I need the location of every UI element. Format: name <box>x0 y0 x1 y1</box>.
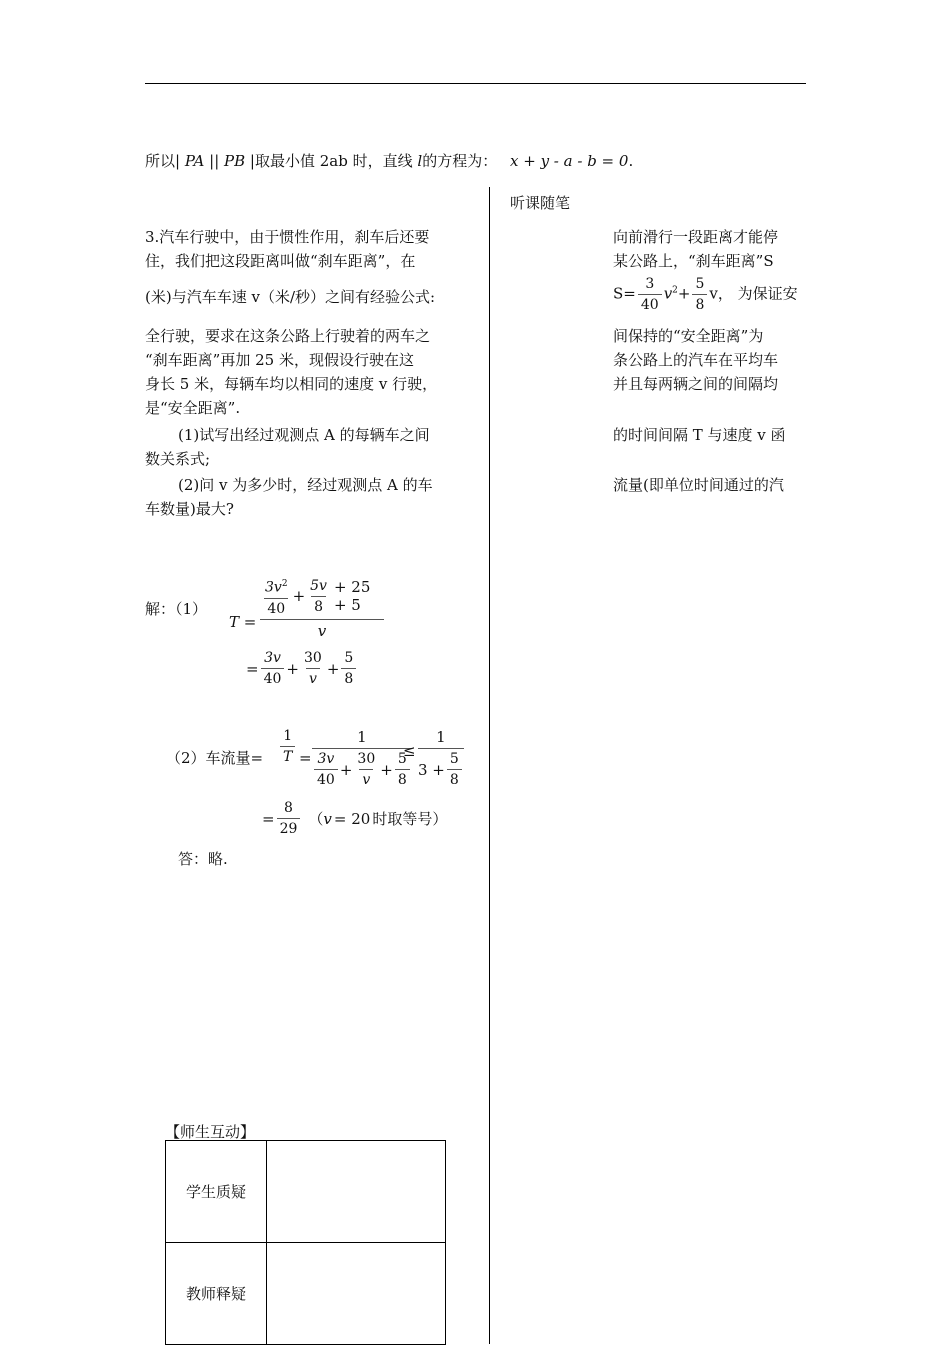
compound-fraction: $\frac{3v^2}{40}$ + $\frac{5v}{8}$ + 25 + 5 v <box>260 576 384 640</box>
row-label-teacher: 教师释疑 <box>166 1243 267 1345</box>
flow-big-fraction: 1 $\frac{3v}{40}$ + $\frac{30}{v}$ + $\frac{5}{8}$ <box>312 728 412 788</box>
solution-label-1: 解：（1） <box>145 600 208 618</box>
problem-line: 3.汽车行驶中，由于惯性作用，刹车后还要 <box>145 228 430 246</box>
solution-result-1: = $\frac{3v}{40}$ + $\frac{30}{v}$ + $\frac{5}{8}$ <box>246 650 358 687</box>
problem-line: 身长 5 米，每辆车均以相同的速度 v 行驶， <box>145 375 438 393</box>
problem-line: “刹车距离”再加 25 米，现假设行驶在这 <box>145 351 414 369</box>
solution-T: T = <box>229 613 257 631</box>
problem-line: 是“安全距离”. <box>145 399 241 417</box>
problem-line: 住，我们把这段距离叫做“刹车距离”，在 <box>145 252 416 270</box>
interaction-table <box>165 1140 446 1345</box>
problem-line: 数关系式; <box>145 450 211 468</box>
problem-line: 条公路上的汽车在平均车 <box>613 351 779 369</box>
formula-S: S= $\frac{3}{40}$ $v^2+$ $\frac{5}{8}$ v， 为保证安 <box>613 276 798 313</box>
header-rule <box>145 83 806 84</box>
problem-line: (2)问 v 为多少时，经过观测点 A 的车 <box>178 476 433 494</box>
problem-line: 流量(即单位时间通过的汽 <box>613 476 784 494</box>
problem-line: (1)试写出经过观测点 A 的每辆车之间 <box>178 426 430 444</box>
solution-result-2: = $\frac{8}{29}$ （ v = 20 时取等号） <box>262 800 448 837</box>
flow-1-over-T: $\frac{1}{T}$ <box>278 728 297 765</box>
answer: 答：略. <box>178 850 228 868</box>
student-question-cell[interactable] <box>267 1141 446 1243</box>
interaction-title: 【师生互动】 <box>165 1123 256 1141</box>
problem-line: 某公路上，“刹车距离”S <box>613 252 774 270</box>
bound-fraction: 1 3 + $\frac{5}{8}$ <box>418 728 464 788</box>
problem-line: 的时间间隔 T 与速度 v 函 <box>613 426 786 444</box>
problem-line: 间保持的“安全距离”为 <box>613 327 764 345</box>
notes-title: 听课随笔 <box>510 194 571 212</box>
leq-sign: ≤ <box>403 742 416 760</box>
problem-line: (米)与汽车车速 v（米/秒）之间有经验公式: <box>145 288 436 306</box>
solution-label-2: （2）车流量= <box>166 749 264 767</box>
eq-sign: = <box>299 749 312 767</box>
problem-line: 向前滑行一段距离才能停 <box>613 228 779 246</box>
row-label-student: 学生质疑 <box>166 1141 267 1243</box>
problem-line: 并且每两辆之间的间隔均 <box>613 375 779 393</box>
problem-line: 车数量)最大? <box>145 500 234 518</box>
teacher-answer-cell[interactable] <box>267 1243 446 1345</box>
problem-line: 全行驶，要求在这条公路上行驶着的两车之 <box>145 327 431 345</box>
conclusion-line: 所以| PA || PB |取最小值 2ab 时，直线 l的方程为： x + y - a - b = 0. <box>145 152 634 170</box>
column-divider <box>489 187 490 1344</box>
